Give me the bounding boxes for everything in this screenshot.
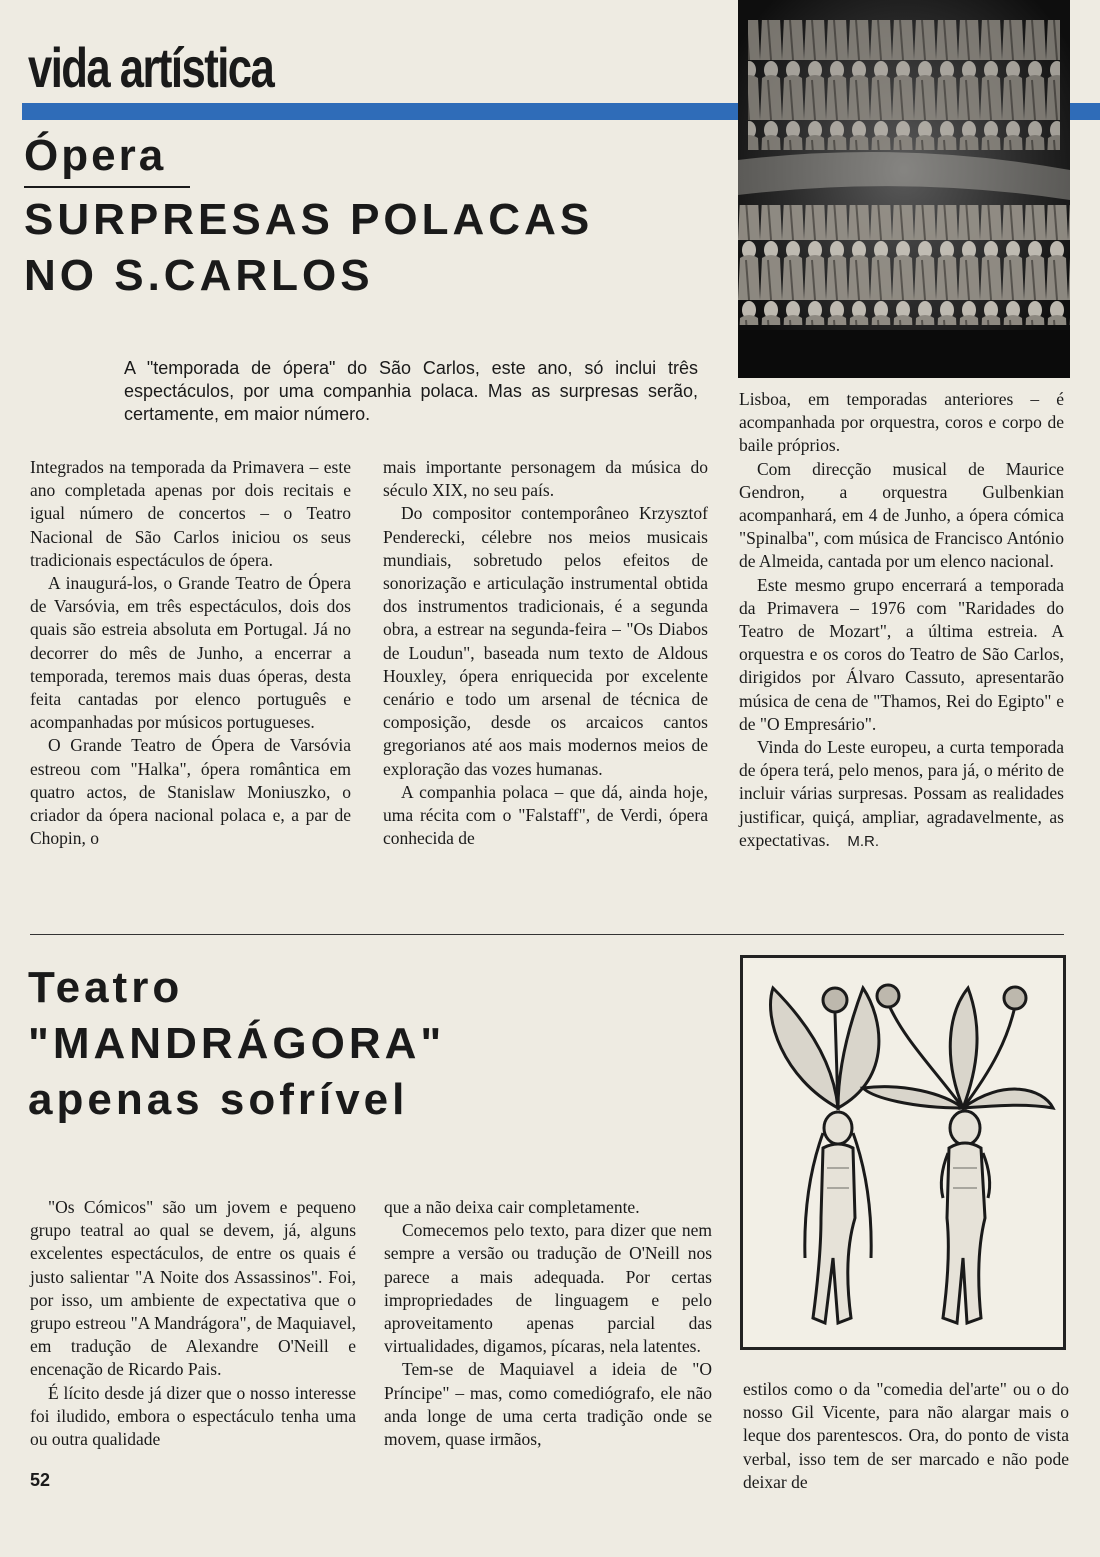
opera-headline-line: SURPRESAS POLACAS — [24, 195, 594, 244]
opera-column-2 — [383, 456, 708, 850]
rubric-label: Ópera — [24, 131, 167, 180]
body-paragraph: estilos como o da "comedia del'arte" ou o do nosso Gil Vicente, para não alargar mais o leque dos parentescos. Ora, do ponto de vista verbal, isso tem de ser marcado e não pode deixar de — [743, 1379, 1069, 1492]
body-paragraph: Integrados na temporada da Primavera – este ano completada apenas por dois recitais e igual número de concertos – o Teatro Nacional de São Carlos iniciou os seus tradicionais espectáculos de ópera. — [30, 457, 351, 570]
body-paragraph: A inaugurá-los, o Grande Teatro de Ópera de Varsóvia, em três espectáculos, dois dos quais são estreia absoluta em Portugal. Já no decorrer do mês de Junho, a encerrar a temporada, teremos mais duas óperas, desta feita cantadas por elenco português e acompanhadas por músicos portugueses. — [30, 573, 351, 733]
body-paragraph: Tem-se de Maquiavel a ideia de "O Príncipe" – mas, como comediógrafo, ele não anda longe de uma certa tradição onde se movem, quase irmãos, — [384, 1359, 712, 1450]
mandrake-woodcut-graphic — [743, 958, 1063, 1347]
body-paragraph: Comecemos pelo texto, para dizer que nem sempre a versão ou tradução de O'Neill nos parece a mais adequada. Por certas impropriedades de linguagem e pelo aproveitamento apenas parcial das virtualidades, digamos, pícaras, nela latentes. — [384, 1220, 712, 1357]
teatro-column-1 — [30, 1196, 356, 1451]
author-signature: M.R. — [847, 832, 880, 850]
lead-paragraph: A "temporada de ópera" do São Carlos, este ano, só inclui três espectáculos, por uma companhia polaca. Mas as surpresas serão, certamente, em maior número. — [124, 358, 698, 424]
teatro-column-2 — [384, 1196, 712, 1451]
page-number: 52 — [30, 1470, 51, 1490]
body-paragraph — [739, 736, 1064, 853]
body-paragraph: Este mesmo grupo encerrará a temporada da Primavera – 1976 com "Raridades do Teatro de Mozart", a última estreia. A orquestra e os coros do Teatro de São Carlos, dirigidos por Álvaro Cassuto, apresentarão música de cena de "Thamos, Rei do Egipto" e de "O Empresário". — [739, 574, 1064, 734]
opera-stage-photo — [738, 0, 1070, 378]
teatro-headline-line: Teatro — [28, 963, 184, 1012]
teatro-column-3 — [743, 1378, 1069, 1494]
article-divider — [30, 934, 1064, 935]
section-color-bar — [22, 103, 738, 120]
body-paragraph-text: Vinda do Leste europeu, a curta temporada de ópera terá, pelo menos, para já, o mérito de incluir várias surpresas. Possam as realidades justificar, quiçá, ampliar, agradavelmente, as expectativas. — [739, 737, 1064, 850]
teatro-headline-line: "MANDRÁGORA" — [28, 1019, 446, 1068]
teatro-headline — [28, 960, 445, 1128]
section-title: vida artística — [28, 36, 274, 99]
body-paragraph: É lícito desde já dizer que o nosso interesse foi iludido, embora o espectáculo tenha uma ou outra qualidade — [30, 1382, 356, 1450]
body-paragraph: que a não deixa cair completamente. — [384, 1197, 640, 1217]
body-paragraph: mais importante personagem da música do século XIX, no seu país. — [383, 457, 708, 501]
body-paragraph: Lisboa, em temporadas anteriores – é acompanhada por orquestra, coros e corpo de baile próprios. — [739, 389, 1064, 456]
body-paragraph: Com direcção musical de Maurice Gendron, a orquestra Gulbenkian acompanhará, em 4 de Junho, a ópera cómica "Spinalba", com música de Francisco António de Almeida, cantada por um elenco nacional. — [739, 458, 1064, 572]
teatro-headline-line: apenas sofrível — [28, 1075, 409, 1124]
mandrake-woodcut-illustration — [740, 955, 1066, 1350]
opera-stage-photo-graphic — [738, 0, 1070, 378]
body-paragraph: Do compositor contemporâneo Krzysztof Penderecki, célebre nos meios musicais mundiais, sobretudo pelos efeitos de sonorização e articulação instrumental obtida dos instrumentos tradicionais, é a segunda obra, a estrear na segunda-feira – "Os Diabos de Loudun", baseada num texto de Aldous Houxley, ópera enriquecida por excelente cenário e todo um arsenal de técnica de composição, desde os arcaicos cantos gregorianos até aos mais modernos meios de exploração das vozes humanas. — [383, 503, 708, 779]
opera-column-1 — [30, 456, 351, 850]
body-paragraph: A companhia polaca – que dá, ainda hoje, uma récita com o "Falstaff", de Verdi, ópera conhecida de — [383, 781, 708, 849]
opera-headline — [24, 192, 593, 304]
rubric-underline — [24, 186, 190, 188]
opera-headline-line: NO S.CARLOS — [24, 251, 374, 300]
section-color-bar-edge — [1070, 103, 1100, 120]
body-paragraph: "Os Cómicos" são um jovem e pequeno grupo teatral ao qual se devem, já, alguns excelentes espectáculos, de entre os quais é justo salientar "A Noite dos Assassinos". Foi, por isso, um ambiente de expectativa que o grupo estreou "A Mandrágora", de Maquiavel, em tradução de Alexandre O'Neill e encenação de Ricardo Pais. — [30, 1197, 356, 1380]
opera-column-3 — [739, 388, 1064, 853]
body-paragraph: O Grande Teatro de Ópera de Varsóvia estreou com "Halka", ópera romântica em quatro actos, de Stanislaw Moniuszko, o criador da ópera nacional polaca e, a par de Chopin, o — [30, 735, 351, 849]
